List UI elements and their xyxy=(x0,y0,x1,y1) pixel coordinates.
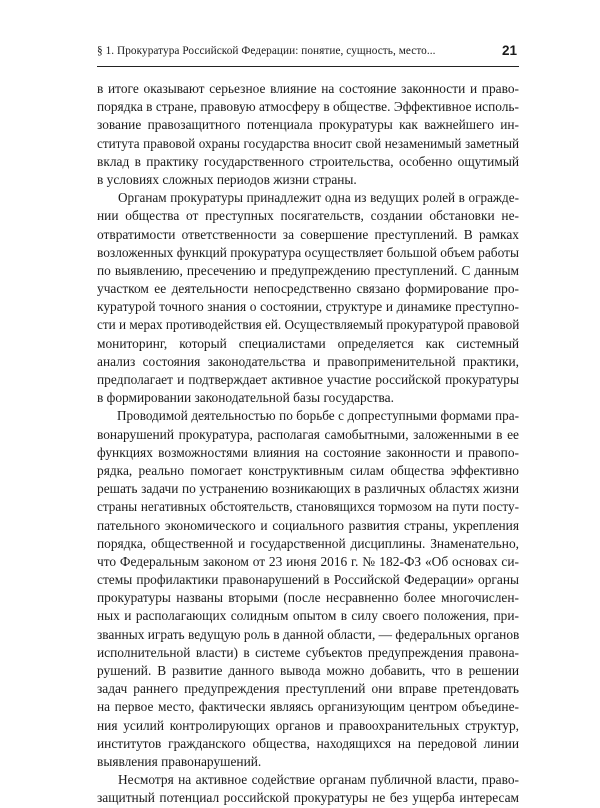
text-line: страны негативных обстоятельств, становящихся тормозом на пути посту- xyxy=(97,499,519,515)
text-line: в условиях сложных периодов жизни страны. xyxy=(97,171,357,187)
text-line: ститута правовой охраны государства вносит свой незаменимый заметный xyxy=(97,135,519,151)
text-line: мониторинг, который специалистами определяется как системный xyxy=(97,335,519,351)
text-line: сти и мерах противодействия ей. Осуществляемый прокуратурой правовой xyxy=(97,317,519,333)
text-line: защитный потенциал российской прокуратуры не без ущерба интересам xyxy=(97,790,519,806)
text-line: в итоге оказывают серьезное влияние на состояние законности и право- xyxy=(97,81,519,96)
text-line: предполагает и подтверждает активное участие российской прокуратуры xyxy=(97,372,519,387)
text-line: участком ее деятельности непосредственно связано формирование про- xyxy=(97,281,519,297)
text-line: зование правозащитного потенциала прокуратуры как важнейшего ин- xyxy=(97,117,519,133)
text-line: задач раннего предупреждения преступлений они вправе претендовать xyxy=(97,681,519,697)
text-line: возложенных функций прокуратура осуществляет большой объем работы xyxy=(97,244,519,260)
text-line: ния усилий контролирующих органов и правоохранительных структур, xyxy=(97,717,519,733)
text-line: функциях возможностями влияния на состояние законности и правопо- xyxy=(97,444,519,460)
text-line: порядка в стране, правовую атмосферу в обществе. Эффективное исполь- xyxy=(97,99,519,115)
text-line: пательного экономического и социального развития страны, укрепления xyxy=(97,517,519,533)
text-line: что Федеральным законом от 23 июня 2016 г. № 182-ФЗ «Об основах си- xyxy=(97,553,519,569)
text-line: рушений. В развитие данного вывода можно добавить, что в решении xyxy=(97,663,519,678)
text-line: анализ состояния законодательства и правоприменительной практики, xyxy=(97,353,519,369)
text-line: вонарушений прокуратура, располагая самобытными, заложенными в ее xyxy=(97,426,519,442)
body-text xyxy=(97,80,519,808)
text-line: на первое место, фактически являясь организующим центром объедине- xyxy=(97,699,519,715)
text-line: выявления правонарушений. xyxy=(97,753,262,769)
text-line: Проводимой деятельностью по борьбе с допреступными формами пра- xyxy=(117,408,519,424)
text-line: в формировании законодательной базы государства. xyxy=(97,390,394,406)
text-line: вклад в практику государственного строительства, особенно ощутимый xyxy=(97,153,519,169)
running-title: § 1. Прокуратура Российской Федерации: понятие, сущность, место... xyxy=(97,45,436,57)
text-line: стемы профилактики правонарушений в Российской Федерации» органы xyxy=(97,572,519,588)
text-line: званных играть ведущую роль в данной области, — федеральных органов xyxy=(97,626,519,642)
text-line: отвратимости ответственности за совершение преступлений. В рамках xyxy=(97,226,519,242)
text-line: исполнительной власти) в системе субъектов предупреждения правона- xyxy=(97,644,519,660)
text-line: нии общества от преступных посягательств, создании обстановки не- xyxy=(97,208,519,224)
text-line: прокуратуры названы вторыми (после несравненно более многочислен- xyxy=(97,590,519,606)
header-rule xyxy=(97,66,519,67)
text-line: по выявлению, пресечению и предупреждению преступлений. С данным xyxy=(97,262,519,278)
text-line: порядка, общественной и государственной дисциплины. Знаменательно, xyxy=(97,535,519,551)
text-line: институтов гражданского общества, находящихся на передовой линии xyxy=(97,735,519,751)
running-header xyxy=(97,45,517,61)
page-number: 21 xyxy=(501,43,517,58)
text-line: решать задачи по устранению возникающих в различных областях жизни xyxy=(97,481,519,497)
text-line: ных и располагающих солидным опытом в силу своего положения, при- xyxy=(97,608,519,624)
text-line: Органам прокуратуры принадлежит одна из ведущих ролей в огражде- xyxy=(118,190,519,206)
text-line: курaтурой точного знания о состоянии, структуре и динамике преступно- xyxy=(97,299,519,315)
text-line: рядка, реально помогает конструктивным силам общества эффективно xyxy=(97,462,519,478)
text-line: Несмотря на активное содействие органам публичной власти, право- xyxy=(118,772,519,788)
